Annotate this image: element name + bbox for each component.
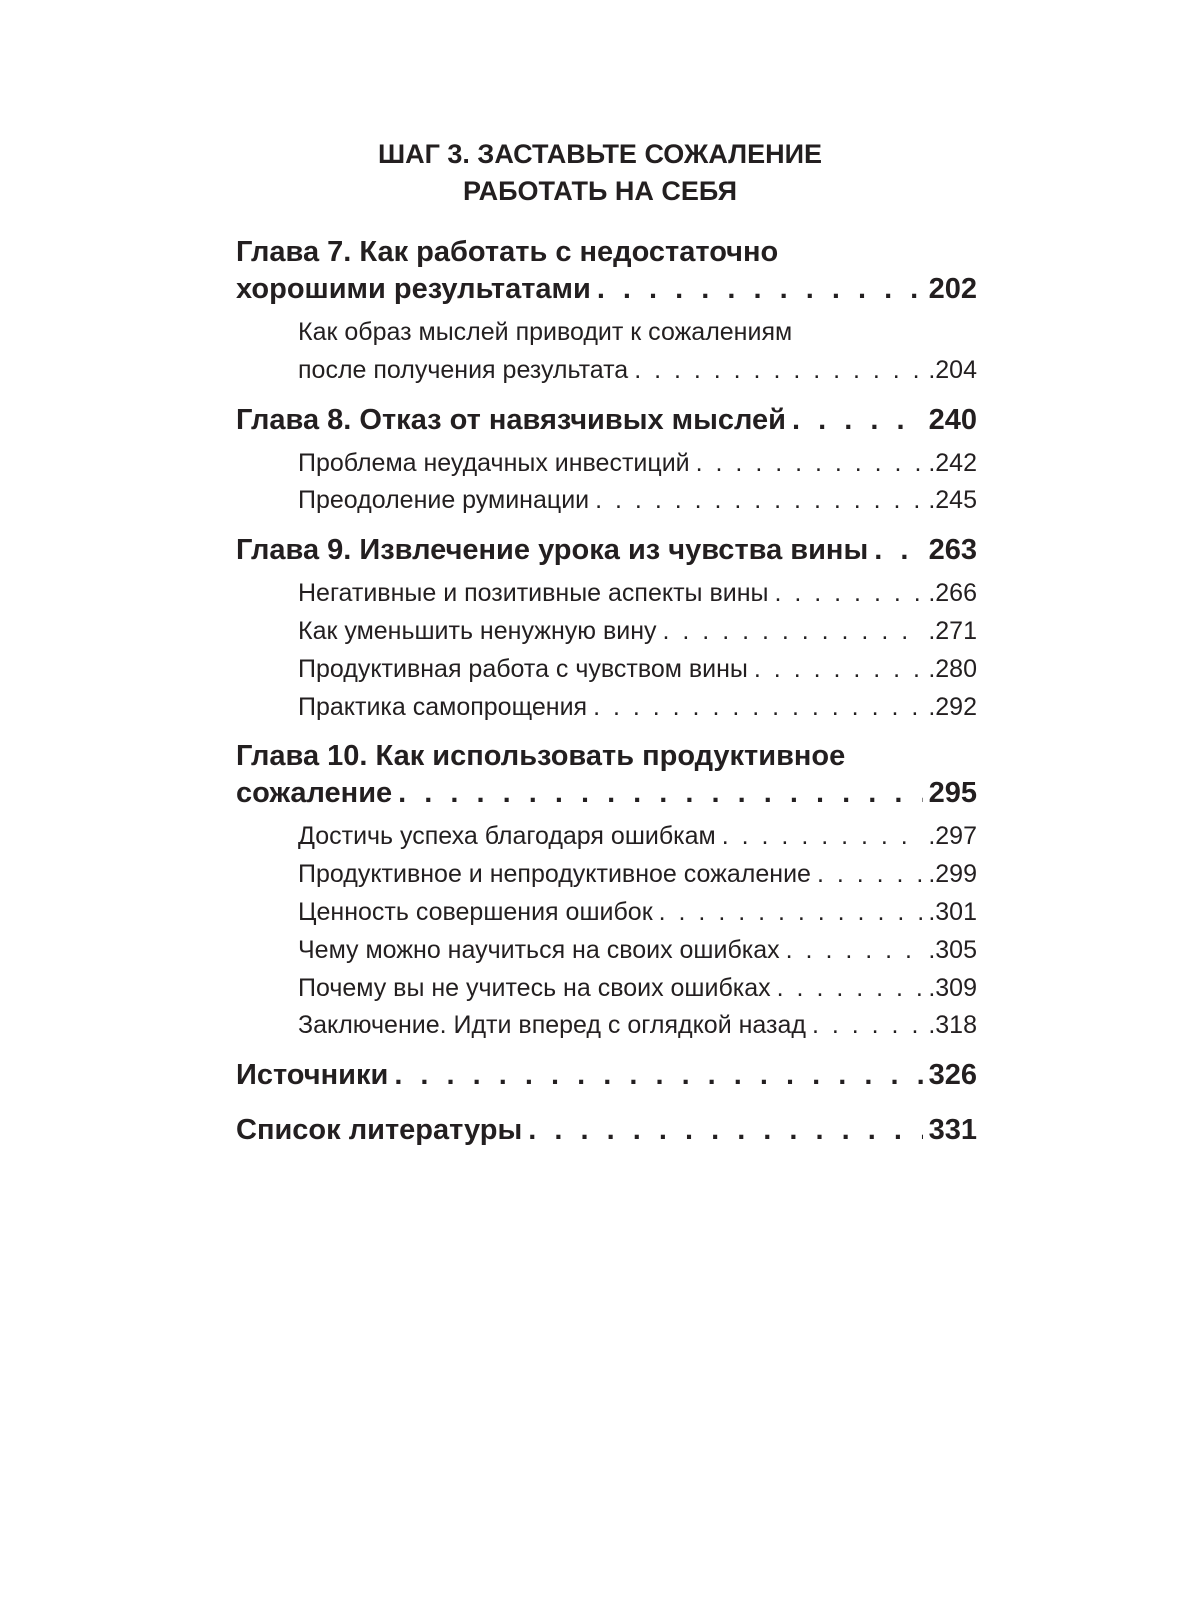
section-page: .297 bbox=[928, 822, 977, 851]
section-title-line-1[interactable]: Как образ мыслей приводит к сожалениям bbox=[298, 318, 793, 346]
section-entry[interactable] bbox=[298, 651, 977, 689]
chapter-9 bbox=[236, 532, 977, 726]
section-entry[interactable] bbox=[298, 613, 977, 651]
chapter-10 bbox=[236, 738, 977, 1045]
chapter-9-title: Глава 9. Извлечение урока из чувства вины bbox=[236, 534, 869, 567]
section-title: Заключение. Идти вперед с оглядкой назад bbox=[298, 1011, 806, 1040]
chapter-10-entry[interactable] bbox=[236, 775, 977, 812]
chapter-8-sections bbox=[236, 445, 977, 521]
section-entry[interactable] bbox=[298, 482, 977, 520]
section-page: .292 bbox=[928, 692, 977, 721]
back-entry-title: Список литературы bbox=[236, 1114, 523, 1147]
section-entry[interactable] bbox=[298, 932, 977, 970]
dot-leader bbox=[659, 894, 923, 932]
chapter-10-page: 295 bbox=[928, 777, 977, 810]
chapter-7-page: 202 bbox=[928, 273, 977, 305]
part-title bbox=[0, 136, 1200, 210]
dot-leader bbox=[817, 856, 922, 894]
part-title-line-1: ШАГ 3. ЗАСТАВЬТЕ СОЖАЛЕНИЕ bbox=[377, 139, 823, 169]
section-title: Негативные и позитивные аспекты вины bbox=[298, 579, 769, 608]
section-entry[interactable] bbox=[298, 352, 977, 390]
dot-leader bbox=[777, 970, 923, 1008]
section-title: Практика самопрощения bbox=[298, 692, 588, 721]
section-page: .299 bbox=[928, 860, 977, 889]
table-of-contents bbox=[236, 234, 977, 1167]
chapter-10-sections bbox=[236, 818, 977, 1045]
dot-leader bbox=[874, 532, 922, 569]
chapter-9-page: 263 bbox=[928, 534, 977, 567]
section-entry[interactable] bbox=[298, 575, 977, 613]
section-title: Продуктивное и непродуктивное сожаление bbox=[298, 860, 811, 889]
section-title: Ценность совершения ошибок bbox=[298, 897, 653, 926]
chapter-8 bbox=[236, 402, 977, 521]
dot-leader bbox=[774, 575, 922, 613]
section-page: .266 bbox=[928, 579, 977, 608]
chapter-8-page: 240 bbox=[928, 403, 977, 436]
section-entry[interactable] bbox=[298, 1007, 977, 1045]
section-entry[interactable] bbox=[298, 856, 977, 894]
back-entry-page: 331 bbox=[928, 1114, 977, 1147]
dot-leader bbox=[634, 352, 922, 390]
back-entry-bibliography[interactable] bbox=[236, 1112, 977, 1149]
dot-leader bbox=[528, 1112, 922, 1149]
section-title: после получения результата bbox=[298, 355, 629, 384]
back-matter bbox=[236, 1057, 977, 1149]
back-entry-page: 326 bbox=[928, 1059, 977, 1092]
chapter-9-sections bbox=[236, 575, 977, 726]
section-page: .305 bbox=[928, 935, 977, 964]
dot-leader bbox=[663, 613, 923, 651]
section-page: .280 bbox=[928, 654, 977, 683]
section-title: Продуктивная работа с чувством вины bbox=[298, 654, 748, 683]
section-page: .271 bbox=[928, 616, 977, 645]
chapter-7-entry[interactable] bbox=[236, 271, 977, 308]
section-title: Преодоление руминации bbox=[298, 486, 590, 515]
dot-leader bbox=[398, 775, 922, 812]
section-entry[interactable] bbox=[298, 689, 977, 727]
dot-leader bbox=[792, 402, 923, 439]
section-title: Почему вы не учитесь на своих ошибках bbox=[298, 973, 771, 1002]
dot-leader bbox=[754, 651, 922, 689]
section-title: Как уменьшить ненужную вину bbox=[298, 616, 657, 645]
chapter-10-title-line-2: сожаление bbox=[236, 777, 393, 810]
dot-leader bbox=[722, 818, 923, 856]
chapter-7-sections bbox=[236, 314, 977, 390]
chapter-8-entry[interactable] bbox=[236, 402, 977, 439]
dot-leader bbox=[786, 932, 923, 970]
chapter-7-title-line-2: хорошими результатами bbox=[236, 273, 591, 305]
section-page: .309 bbox=[928, 973, 977, 1002]
chapter-9-entry[interactable] bbox=[236, 532, 977, 569]
dot-leader bbox=[595, 482, 922, 520]
part-title-line-2: РАБОТАТЬ НА СЕБЯ bbox=[462, 176, 738, 206]
chapter-8-title: Глава 8. Отказ от навязчивых мыслей bbox=[236, 403, 787, 436]
section-entry[interactable] bbox=[298, 970, 977, 1008]
section-page: .245 bbox=[928, 486, 977, 515]
section-title: Чему можно научиться на своих ошибках bbox=[298, 935, 780, 964]
section-page: .301 bbox=[928, 897, 977, 926]
dot-leader bbox=[696, 445, 923, 483]
section-page: .204 bbox=[928, 355, 977, 384]
section-title: Достичь успеха благодаря ошибкам bbox=[298, 822, 716, 851]
section-entry[interactable] bbox=[298, 445, 977, 483]
back-entry-sources[interactable] bbox=[236, 1057, 977, 1094]
section-page: .242 bbox=[928, 448, 977, 477]
back-entry-title: Источники bbox=[236, 1059, 389, 1092]
dot-leader bbox=[812, 1007, 922, 1045]
section-entry[interactable] bbox=[298, 818, 977, 856]
section-title: Проблема неудачных инвестиций bbox=[298, 448, 690, 477]
dot-leader bbox=[593, 689, 922, 727]
dot-leader bbox=[394, 1057, 922, 1094]
section-entry[interactable] bbox=[298, 894, 977, 932]
chapter-7 bbox=[236, 234, 977, 390]
chapter-10-title-line-1[interactable]: Глава 10. Как использовать продуктивное bbox=[236, 740, 846, 773]
dot-leader bbox=[597, 271, 923, 308]
chapter-7-title-line-1[interactable]: Глава 7. Как работать с недостаточно bbox=[236, 236, 779, 268]
section-page: .318 bbox=[928, 1011, 977, 1040]
